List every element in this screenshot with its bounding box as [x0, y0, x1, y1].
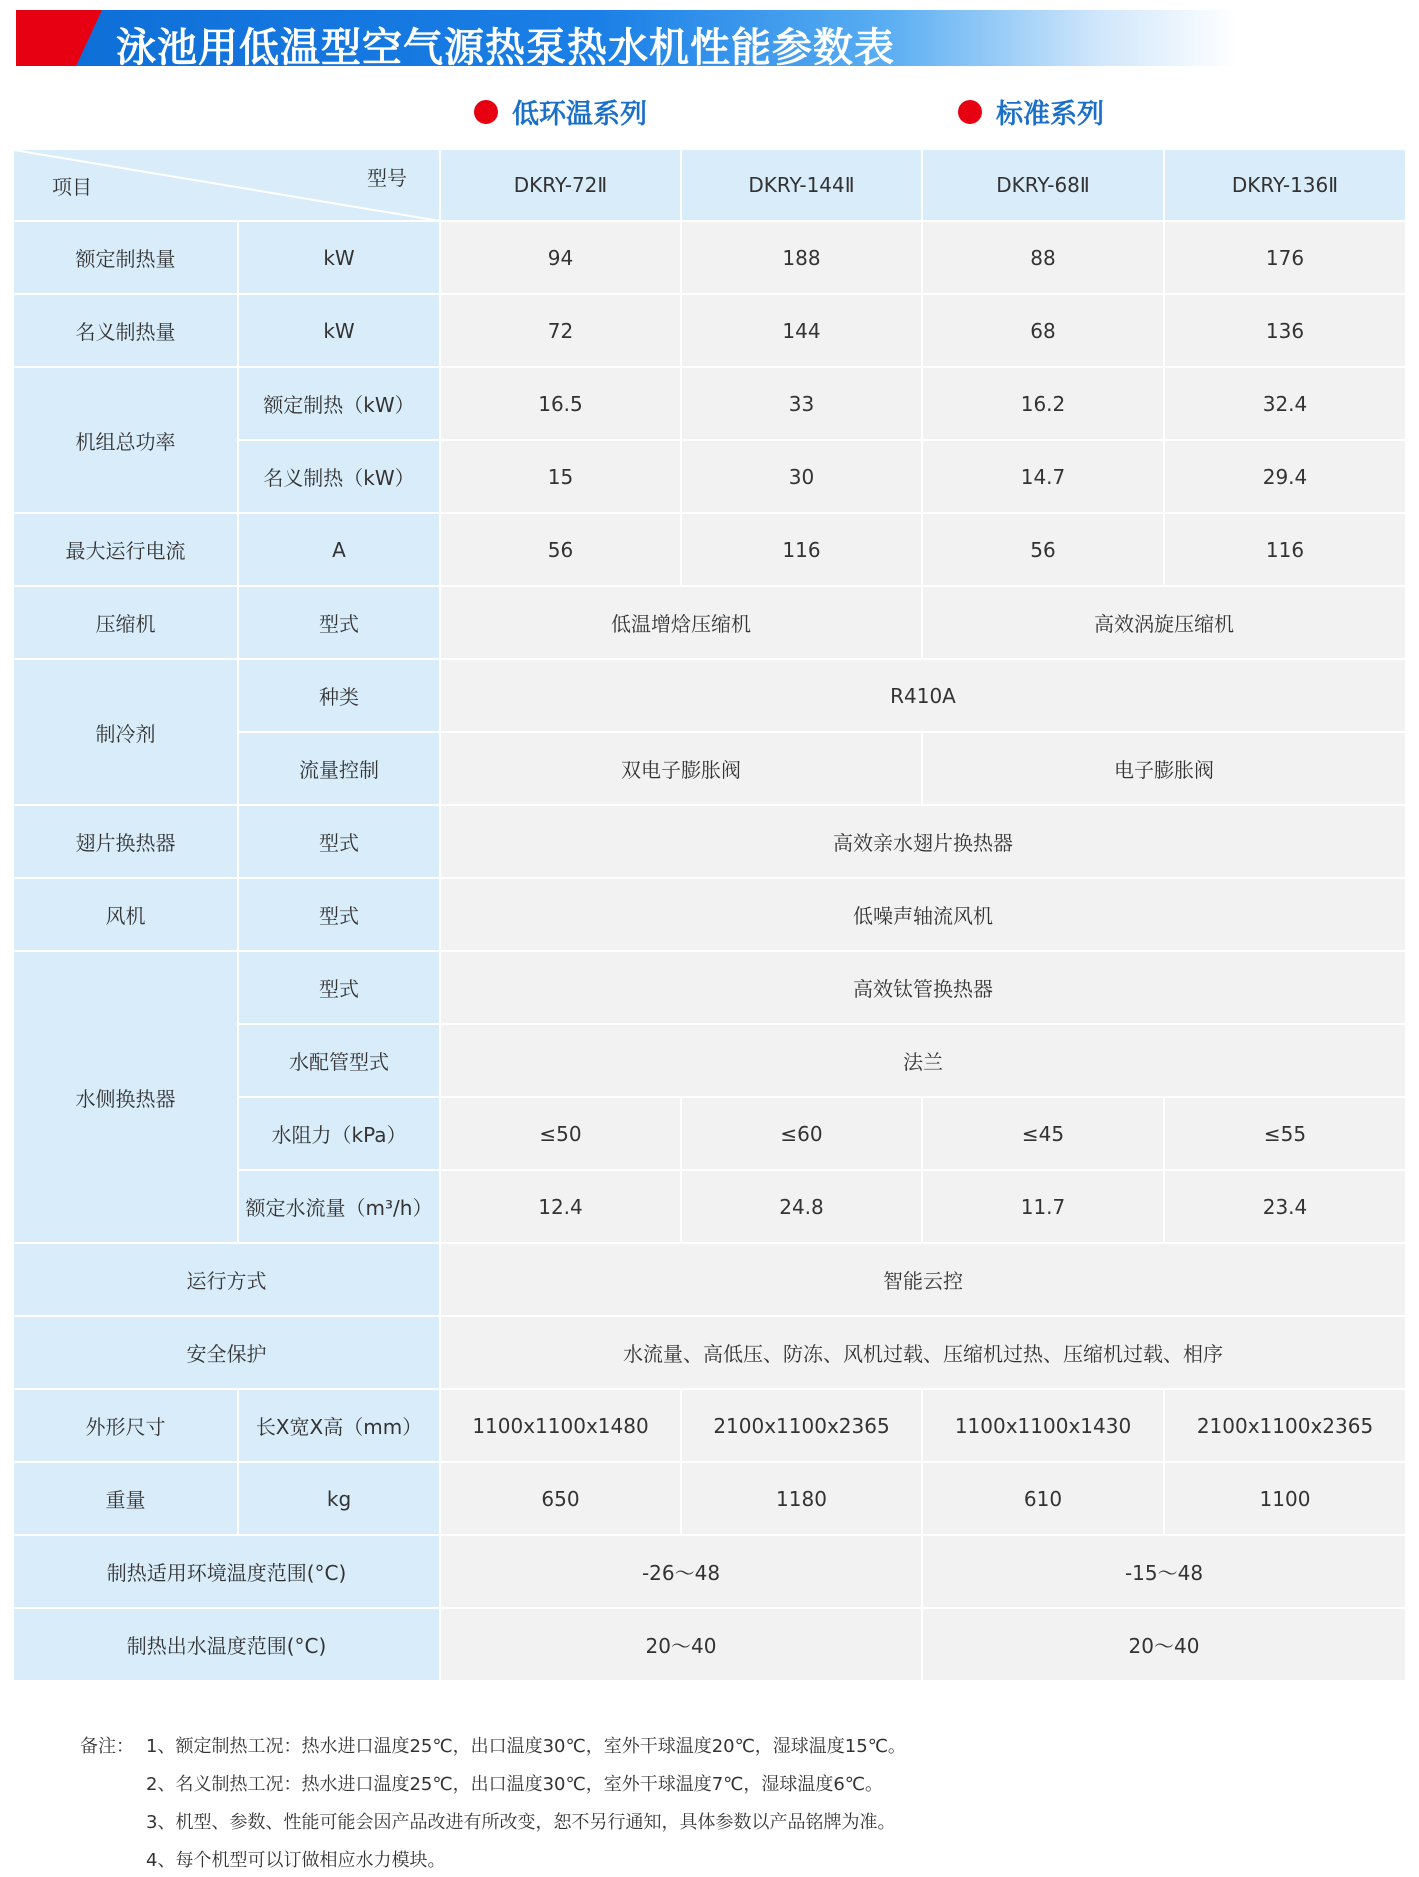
cell-value: 56 [922, 513, 1164, 586]
header-model-2: DKRY-144Ⅱ [681, 150, 922, 221]
row-label: 水侧换热器 [14, 951, 238, 1243]
cell-value: 1100x1100x1430 [922, 1389, 1164, 1462]
cell-value: 法兰 [440, 1024, 1406, 1097]
header-row [14, 150, 1406, 221]
cell-value: 15 [440, 440, 681, 513]
cell-value: 23.4 [1164, 1170, 1406, 1243]
cell-value: 20～40 [440, 1608, 922, 1681]
cell-value: 88 [922, 221, 1164, 294]
row-label: 制冷剂 [14, 659, 238, 805]
cell-value: 1100 [1164, 1462, 1406, 1535]
cell-value: 11.7 [922, 1170, 1164, 1243]
cell-value: 高效钛管换热器 [440, 951, 1406, 1024]
red-dot-icon [958, 100, 982, 124]
cell-value: 72 [440, 294, 681, 367]
cell-value: 32.4 [1164, 367, 1406, 440]
header-item-label: 项目 [52, 175, 92, 199]
header-corner-cell [14, 150, 440, 221]
cell-value: 650 [440, 1462, 681, 1535]
cell-value: ≤45 [922, 1097, 1164, 1170]
cell-value: 双电子膨胀阀 [440, 732, 922, 805]
series-standard [958, 92, 1104, 131]
cell-value: -15～48 [922, 1535, 1406, 1608]
row-unit: 型式 [238, 951, 440, 1024]
cell-value: 高效亲水翅片换热器 [440, 805, 1406, 878]
table-row [14, 513, 1406, 586]
cell-value: 176 [1164, 221, 1406, 294]
table-row [14, 1389, 1406, 1462]
cell-value: 2100x1100x2365 [681, 1389, 922, 1462]
red-dot-icon [474, 100, 498, 124]
series-low-temp [474, 92, 647, 131]
cell-value: 144 [681, 294, 922, 367]
cell-value: 智能云控 [440, 1243, 1406, 1316]
row-label: 制热出水温度范围(°C) [14, 1608, 440, 1681]
note-item [80, 1802, 906, 1840]
row-unit: 水配管型式 [238, 1024, 440, 1097]
series-low-temp-label: 低环温系列 [512, 99, 647, 130]
cell-value: 14.7 [922, 440, 1164, 513]
table-row [14, 586, 1406, 659]
row-unit: kg [238, 1462, 440, 1535]
cell-value: R410A [440, 659, 1406, 732]
row-unit: kW [238, 221, 440, 294]
row-unit: 型式 [238, 586, 440, 659]
note-text: 1、额定制热工况：热水进口温度25℃，出口温度30℃，室外干球温度20℃，湿球温度15℃。 [146, 1736, 906, 1757]
cell-value: 12.4 [440, 1170, 681, 1243]
cell-value: -26～48 [440, 1535, 922, 1608]
table-row [14, 878, 1406, 951]
header-model-3: DKRY-68Ⅱ [922, 150, 1164, 221]
cell-value: 610 [922, 1462, 1164, 1535]
cell-value: 水流量、高低压、防冻、风机过载、压缩机过热、压缩机过载、相序 [440, 1316, 1406, 1389]
row-label: 重量 [14, 1462, 238, 1535]
cell-value: 16.5 [440, 367, 681, 440]
row-unit: 型式 [238, 878, 440, 951]
row-label: 最大运行电流 [14, 513, 238, 586]
cell-value: ≤55 [1164, 1097, 1406, 1170]
cell-value: 低噪声轴流风机 [440, 878, 1406, 951]
table-row [14, 1462, 1406, 1535]
row-unit: 额定水流量（m³/h） [238, 1170, 440, 1243]
page-title: 泳池用低温型空气源热泵热水机性能参数表 [116, 24, 895, 71]
row-label: 压缩机 [14, 586, 238, 659]
row-label: 制热适用环境温度范围(°C) [14, 1535, 440, 1608]
note-item [80, 1840, 906, 1877]
row-label: 安全保护 [14, 1316, 440, 1389]
cell-value: 16.2 [922, 367, 1164, 440]
cell-value: 2100x1100x2365 [1164, 1389, 1406, 1462]
note-text: 3、机型、参数、性能可能会因产品改进有所改变，恕不另行通知，具体参数以产品铭牌为准。 [146, 1812, 896, 1833]
cell-value: 低温增焓压缩机 [440, 586, 922, 659]
cell-value: 116 [1164, 513, 1406, 586]
table-row [14, 951, 1406, 1024]
note-text: 4、每个机型可以订做相应水力模块。 [146, 1850, 446, 1871]
table-row [14, 1535, 1406, 1608]
header-model-4: DKRY-136Ⅱ [1164, 150, 1406, 221]
row-unit: 名义制热（kW） [238, 440, 440, 513]
cell-value: 1100x1100x1480 [440, 1389, 681, 1462]
cell-value: 33 [681, 367, 922, 440]
table-row [14, 1608, 1406, 1681]
row-label: 运行方式 [14, 1243, 440, 1316]
row-unit: 长X宽X高（mm） [238, 1389, 440, 1462]
cell-value: 24.8 [681, 1170, 922, 1243]
table-row [14, 1316, 1406, 1389]
table-row [14, 221, 1406, 294]
notes-section [80, 1726, 906, 1877]
row-label: 风机 [14, 878, 238, 951]
note-text: 2、名义制热工况：热水进口温度25℃，出口温度30℃，室外干球温度7℃，湿球温度6℃。 [146, 1774, 884, 1795]
header-model-label: 型号 [367, 166, 407, 190]
row-label: 外形尺寸 [14, 1389, 238, 1462]
cell-value: 94 [440, 221, 681, 294]
series-standard-label: 标准系列 [996, 99, 1104, 130]
table-row [14, 367, 1406, 440]
parameter-table [14, 150, 1407, 1682]
row-unit: 水阻力（kPa） [238, 1097, 440, 1170]
cell-value: ≤50 [440, 1097, 681, 1170]
table-row [14, 659, 1406, 732]
cell-value: 116 [681, 513, 922, 586]
cell-value: 30 [681, 440, 922, 513]
row-unit: kW [238, 294, 440, 367]
note-item [80, 1726, 906, 1764]
cell-value: 188 [681, 221, 922, 294]
cell-value: 高效涡旋压缩机 [922, 586, 1406, 659]
cell-value: 29.4 [1164, 440, 1406, 513]
cell-value: 68 [922, 294, 1164, 367]
note-item [80, 1764, 906, 1802]
row-unit: 型式 [238, 805, 440, 878]
cell-value: ≤60 [681, 1097, 922, 1170]
title-banner [16, 10, 1236, 71]
table-row [14, 805, 1406, 878]
row-unit: 额定制热（kW） [238, 367, 440, 440]
cell-value: 1180 [681, 1462, 922, 1535]
cell-value: 20～40 [922, 1608, 1406, 1681]
table-row [14, 1243, 1406, 1316]
table-row [14, 294, 1406, 367]
cell-value: 56 [440, 513, 681, 586]
header-model-1: DKRY-72Ⅱ [440, 150, 681, 221]
row-label: 额定制热量 [14, 221, 238, 294]
row-unit: 种类 [238, 659, 440, 732]
row-unit: A [238, 513, 440, 586]
notes-label: 备注： [80, 1736, 134, 1757]
row-label: 机组总功率 [14, 367, 238, 513]
row-label: 名义制热量 [14, 294, 238, 367]
row-unit: 流量控制 [238, 732, 440, 805]
cell-value: 136 [1164, 294, 1406, 367]
row-label: 翅片换热器 [14, 805, 238, 878]
cell-value: 电子膨胀阀 [922, 732, 1406, 805]
